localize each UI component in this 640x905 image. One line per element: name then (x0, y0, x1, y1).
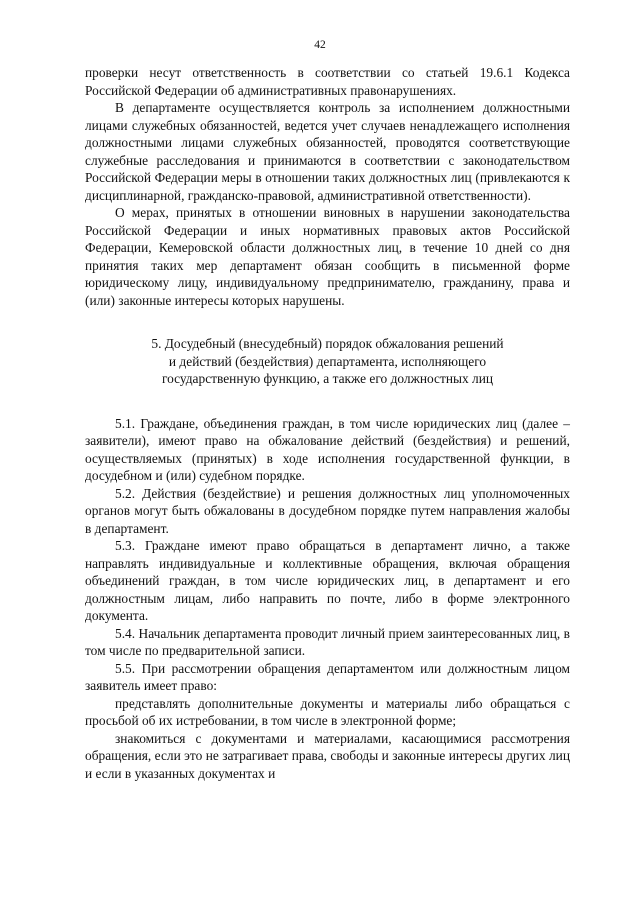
section-heading-line: государственную функцию, а также его должностных лиц (161, 371, 494, 386)
paragraph-5-1: 5.1. Граждане, объединения граждан, в том числе юридических лиц (далее – заявители), имеют право на обжалование действий (бездействия) и решений, осуществляемых (принятых) в ходе исполнения государственной функции, в досудебном и (или) судебном порядке. (85, 415, 570, 483)
section-heading-line: и действий (бездействия) департамента, исполняющего (168, 353, 487, 369)
page-content (85, 64, 570, 782)
paragraph-5-2: 5.2. Действия (бездействие) и решения должностных лиц уполномоченных органов могут быть обжалованы в досудебном порядке путем направления жалобы в департамент. (85, 485, 570, 536)
page-number: 42 (314, 39, 326, 51)
section-heading (85, 335, 570, 388)
paragraph-measures: О мерах, принятых в отношении виновных в нарушении законодательства Российской Федерации и иных нормативных правовых актов Российской Федерации, Кемеровской области должностных лиц, в течение 10 дней со дня принятия таких мер департамент обязан сообщить в письменной форме юридическому лицу, индивидуальному предпринимателю, гражданину, права и (или) законные интересы которых нарушены. (85, 205, 570, 308)
section-heading-line: 5. Досудебный (внесудебный) порядок обжалования решений (151, 336, 504, 351)
paragraph-right-review: знакомиться с документами и материалами, касающимися рассмотрения обращения, если это не затрагивает права, свободы и законные интересы других лиц и если в указанных документах и (85, 730, 570, 781)
paragraph-5-4: 5.4. Начальник департамента проводит личный прием заинтересованных лиц, в том числе по предварительной записи. (85, 625, 570, 658)
paragraph-right-submit: представлять дополнительные документы и материалы либо обращаться с просьбой об их истребовании, в том числе в электронной форме; (85, 695, 570, 728)
paragraph-5-5: 5.5. При рассмотрении обращения департаментом или должностным лицом заявитель имеет право: (85, 660, 570, 693)
paragraph-5-3: 5.3. Граждане имеют право обращаться в департамент лично, а также направлять индивидуальные и коллективные обращения, включая обращения объединений граждан, в том числе юридических лиц, в департамент и его должностным лицам, либо направить по почте, либо в форме электронного документа. (85, 538, 570, 623)
paragraph-control: В департаменте осуществляется контроль за исполнением должностными лицами служебных обязанностей, ведется учет случаев ненадлежащего исполнения должностными лицами служебных обязанностей, проводятся соответствующие служебные расследования и принимаются в соответствии с законодательством Российской Федерации меры в отношении таких должностных лиц (привлекаются к дисциплинарной, гражданско-правовой, административной ответственности). (85, 100, 570, 203)
paragraph-continuation: проверки несут ответственность в соответствии со статьей 19.6.1 Кодекса Российской Федерации об административных правонарушениях. (85, 65, 570, 98)
